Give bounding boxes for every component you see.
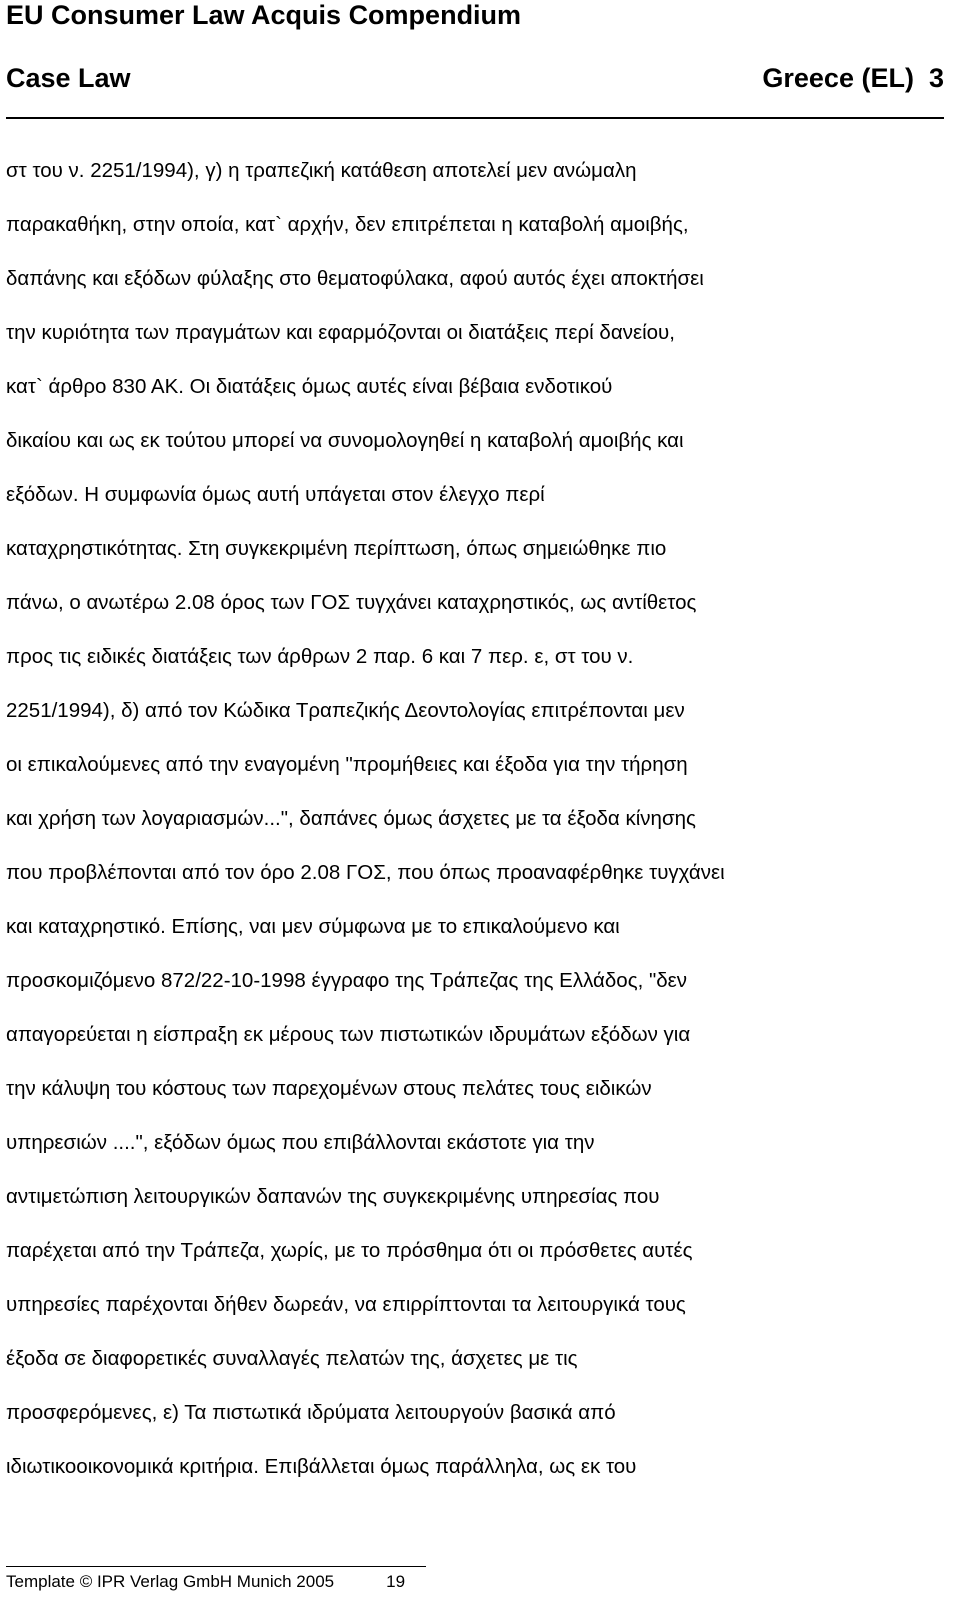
template-copyright: Template © IPR Verlag GmbH Munich 2005 xyxy=(6,1572,335,1591)
text-line: δικαίου και ως εκ τούτου μπορεί να συνομολογηθεί η καταβολή αμοιβής και xyxy=(6,429,684,452)
text-line: εξόδων. Η συμφωνία όμως αυτή υπάγεται στον έλεγχο περί xyxy=(6,483,545,506)
text-line: και καταχρηστικό. Επίσης, ναι μεν σύμφωνα με το επικαλούμενο και xyxy=(6,915,620,938)
text-line: υπηρεσιών ....", εξόδων όμως που επιβάλλονται εκάστοτε για την xyxy=(6,1131,595,1154)
text-line: 2251/1994), δ) από τον Κώδικα Τραπεζικής Δεοντολογίας επιτρέπονται μεν xyxy=(6,699,685,722)
text-line: οι επικαλούμενες από την εναγομένη "προμήθειες και έξοδα για την τήρηση xyxy=(6,753,688,776)
text-line: παρέχεται από την Τράπεζα, χωρίς, με το πρόσθημα ότι οι πρόσθετες αυτές xyxy=(6,1239,693,1262)
text-line: πάνω, ο ανωτέρω 2.08 όρος των ΓΟΣ τυγχάνει καταχρηστικός, ως αντίθετος xyxy=(6,591,697,614)
text-line: προσκομιζόμενο 872/22-10-1998 έγγραφο της Τράπεζας της Ελλάδος, "δεν xyxy=(6,969,688,992)
document-title: EU Consumer Law Acquis Compendium xyxy=(6,0,522,30)
header-page-number: 3 xyxy=(928,63,944,93)
text-line: δαπάνης και εξόδων φύλαξης στο θεματοφύλακα, αφού αυτός έχει αποκτήσει xyxy=(6,267,704,290)
section-label: Case Law xyxy=(6,63,131,93)
text-line: κατ` άρθρο 830 ΑΚ. Οι διατάξεις όμως αυτές είναι βέβαια ενδοτικού xyxy=(6,375,613,398)
text-line: αντιμετώπιση λειτουργικών δαπανών της συγκεκριμένης υπηρεσίας που xyxy=(6,1185,660,1208)
text-line: και χρήση των λογαριασμών...", δαπάνες όμως άσχετες με τα έξοδα κίνησης xyxy=(6,807,696,830)
page-footer xyxy=(6,1572,405,1592)
text-line: που προβλέπονται από τον όρο 2.08 ΓΟΣ, που όπως προαναφέρθηκε τυγχάνει xyxy=(6,861,725,884)
footer-page-number: 19 xyxy=(386,1572,406,1591)
text-line: καταχρηστικότητας. Στη συγκεκριμένη περίπτωση, όπως σημειώθηκε πιο xyxy=(6,537,667,560)
text-line: ιδιωτικοοικονομικά κριτήρια. Επιβάλλεται όμως παράλληλα, ως εκ του xyxy=(6,1455,637,1478)
text-line: την κυριότητα των πραγμάτων και εφαρμόζονται οι διατάξεις περί δανείου, xyxy=(6,321,675,344)
body-text xyxy=(6,144,936,1494)
text-line: παρακαθήκη, στην οποία, κατ` αρχήν, δεν επιτρέπεται η καταβολή αμοιβής, xyxy=(6,213,689,236)
text-line: απαγορεύεται η είσπραξη εκ μέρους των πιστωτικών ιδρυμάτων εξόδων για xyxy=(6,1023,691,1046)
text-line: υπηρεσίες παρέχονται δήθεν δωρεάν, να επιρρίπτονται τα λειτουργικά τους xyxy=(6,1293,686,1316)
text-line: έξοδα σε διαφορετικές συναλλαγές πελατών της, άσχετες με τις xyxy=(6,1347,578,1370)
country-label: Greece (EL) xyxy=(762,63,914,93)
text-line: στ του ν. 2251/1994), γ) η τραπεζική κατάθεση αποτελεί μεν ανώμαλη xyxy=(6,159,637,182)
running-header xyxy=(6,62,944,94)
header-divider xyxy=(6,117,944,119)
text-line: προς τις ειδικές διατάξεις των άρθρων 2 παρ. 6 και 7 περ. ε, στ του ν. xyxy=(6,645,634,668)
country-page-label xyxy=(762,62,944,94)
text-line: την κάλυψη του κόστους των παρεχομένων στους πελάτες τους ειδικών xyxy=(6,1077,652,1100)
text-line: προσφερόμενες, ε) Τα πιστωτικά ιδρύματα λειτουργούν βασικά από xyxy=(6,1401,616,1424)
footer-divider xyxy=(6,1566,426,1567)
